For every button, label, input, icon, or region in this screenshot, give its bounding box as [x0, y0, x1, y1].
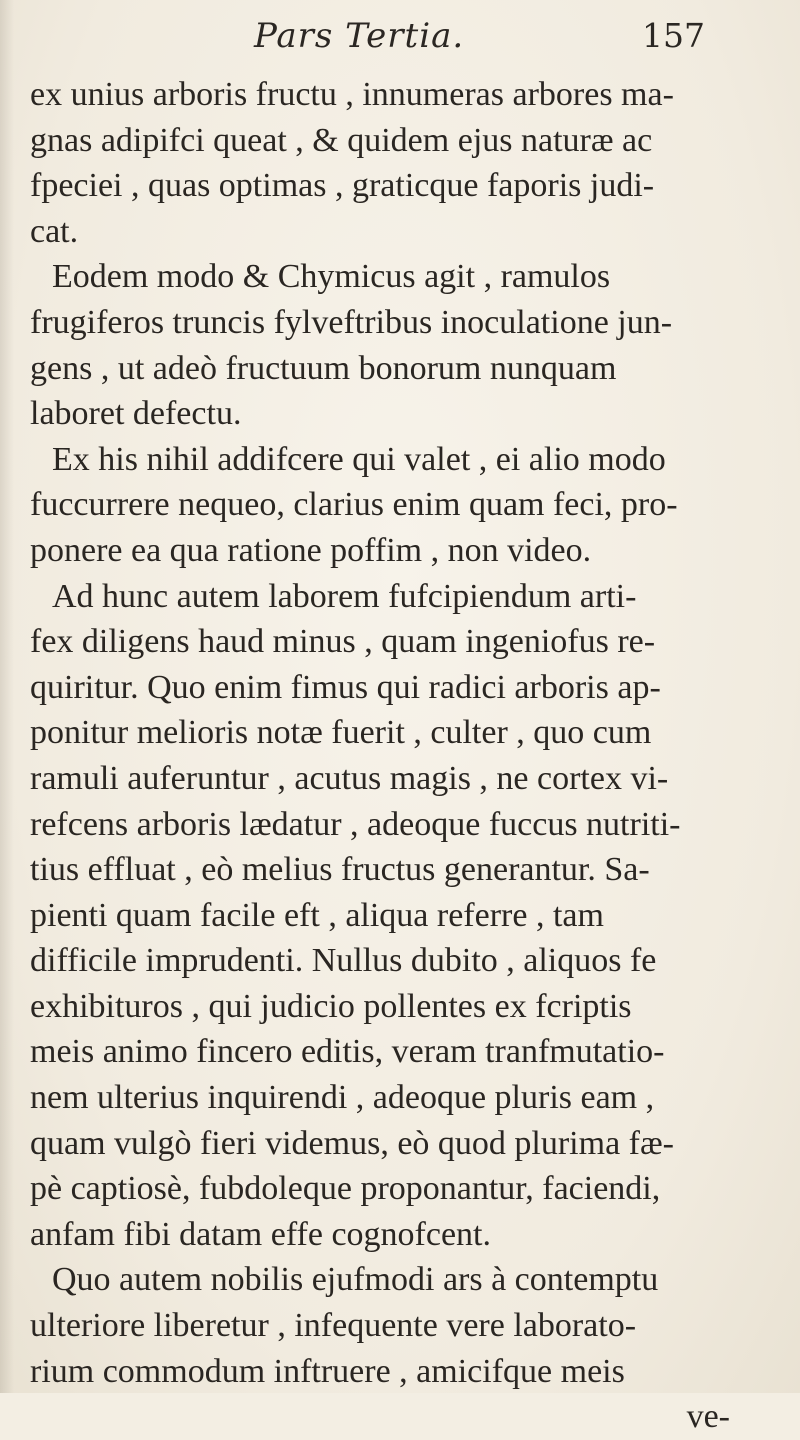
text-line: laboret defectu.	[30, 395, 242, 433]
text-line: rium commodum inftruere , amicifque meis	[30, 1352, 625, 1390]
text-line: ex unius arboris fructu , innumeras arbores ma-	[30, 76, 674, 113]
body-text	[30, 72, 760, 1440]
text-line: nem ulterius inquirendi , adeoque pluris eam ,	[30, 1079, 655, 1117]
text-line: Ex his nihil addifcere qui valet , ei alio modo	[52, 440, 666, 478]
text-line: exhibituros , qui judicio pollentes ex fcriptis	[30, 987, 632, 1025]
text-line: meis animo fincero editis, veram tranfmutatio-	[30, 1033, 665, 1071]
text-line: Ad hunc autem laborem fufcipiendum arti-	[52, 577, 637, 615]
text-line: fuccurrere nequeo, clarius enim quam feci, pro-	[30, 486, 678, 524]
text-line: ulteriore liberetur , infequente vere laborato-	[30, 1307, 637, 1345]
text-line: fpeciei , quas optimas , graticque faporis judi-	[30, 167, 655, 205]
text-line: frugiferos truncis fylveftribus inoculatione jun-	[30, 303, 673, 341]
text-line: pè captiosè, fubdoleque proponantur, faciendi,	[30, 1170, 661, 1208]
text-line: Quo autem nobilis ejufmodi ars à contemptu	[52, 1261, 659, 1299]
text-line: refcens arboris lædatur , adeoque fuccus nutriti-	[30, 805, 681, 843]
page-number: 157	[642, 16, 705, 55]
text-line: quiritur. Quo enim fimus qui radici arboris ap-	[30, 668, 661, 706]
running-title: Pars Tertia.	[254, 16, 465, 56]
spine-shadow	[0, 0, 14, 1393]
text-line: ponere ea qua ratione poffim , non video.	[30, 531, 592, 569]
text-line: difficile imprudenti. Nullus dubito , aliquos fe	[30, 942, 657, 980]
text-line: gnas adipifci queat , & quidem ejus naturæ ac	[30, 121, 653, 159]
text-line: Eodem modo & Chymicus agit , ramulos	[52, 258, 611, 296]
text-line: fex diligens haud minus , quam ingeniofus re-	[30, 623, 656, 661]
text-line: quam vulgò fieri videmus, eò quod plurima fæ-	[30, 1124, 674, 1162]
text-line: gens , ut adeò fructuum bonorum nunquam	[30, 349, 617, 387]
text-line: tius effluat , eò melius fructus generantur. Sa-	[30, 851, 650, 889]
text-line: anfam fibi datam effe cognofcent.	[30, 1215, 491, 1253]
text-line: pienti quam facile eft , aliqua referre , tam	[30, 896, 604, 934]
text-line: ramuli auferuntur , acutus magis , ne cortex vi-	[30, 759, 669, 797]
text-line: ponitur melioris notæ fuerit , culter , quo cum	[30, 714, 652, 752]
page-header	[0, 16, 800, 64]
catchword: ve-	[686, 1398, 730, 1436]
text-line: cat.	[30, 212, 79, 250]
